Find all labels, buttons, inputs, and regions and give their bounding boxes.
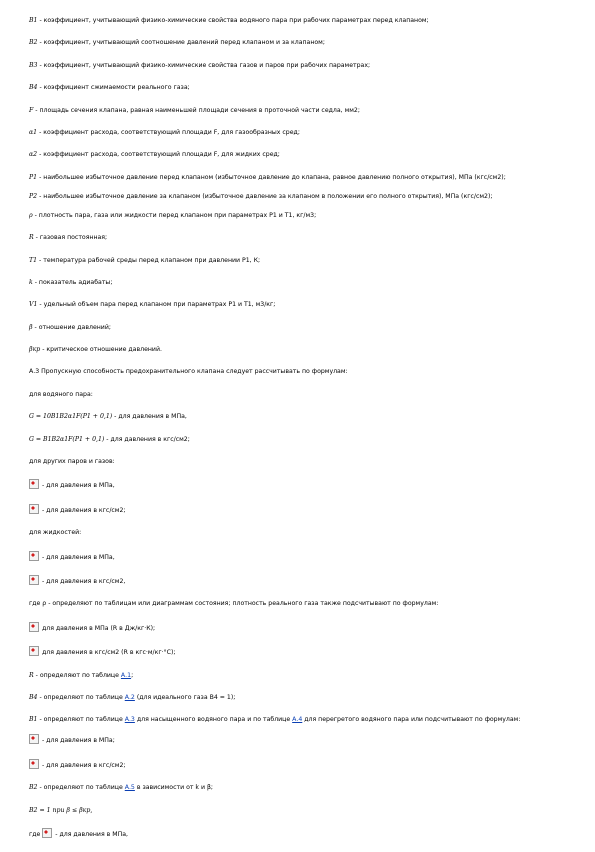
formula: B2 = 1 при β ≤ βкр, (29, 806, 93, 814)
text: - определяют по таблице (37, 693, 125, 701)
broken-image-icon (29, 504, 39, 514)
r-table-line (29, 671, 569, 680)
definition-symbol: ρ (29, 211, 33, 219)
rho-intro: где ρ - определяют по таблицам или диаграммам состояния; плотность реального газа также подсчитывают по формулам: (29, 600, 439, 608)
steam-formula-kgs (29, 435, 569, 444)
gas-heading: для других паров и газов: (29, 458, 115, 466)
definition-symbol: P1 (29, 173, 38, 181)
liquid-formula-mpa (29, 551, 569, 562)
definition-item (29, 16, 569, 25)
b2-table-line (29, 783, 569, 792)
definition-text: - коэффициент расхода, соответствующий площади F, для газообразных сред; (37, 128, 300, 136)
definition-symbol: V1 (29, 301, 38, 309)
definition-symbol: B2 (29, 39, 38, 47)
definition-item (29, 83, 569, 92)
b1-table-line (29, 715, 569, 724)
broken-image-icon (29, 551, 39, 561)
definition-text: - показатель адиабаты; (32, 278, 113, 286)
formula-note: - для давления в МПа, (40, 553, 115, 561)
b1-formula-kgs (29, 759, 569, 770)
gas-formula-kgs (29, 504, 569, 515)
definition-symbol: α2 (29, 151, 38, 159)
symbol-b4: B4 (29, 693, 38, 701)
definition-text: - коэффициент, учитывающий физико-химические свойства водяного пара при рабочих параметрах перед клапаном; (37, 17, 429, 24)
definition-symbol: B3 (29, 61, 38, 69)
formula-note: - для давления в МПа, (40, 482, 115, 490)
definition-item (29, 256, 569, 265)
formula-note: - для давления в кгс/см2, (40, 577, 126, 585)
definition-item (29, 345, 569, 354)
definition-symbol: T1 (29, 256, 38, 264)
symbol-b2: B2 (29, 784, 38, 792)
definition-text: - отношение давлений; (32, 323, 111, 331)
liquid-formula-kgs (29, 575, 569, 586)
definition-text: - удельный объем пара перед клапаном при параметрах P1 и T1, м3/кг; (37, 301, 276, 309)
table-a2-link[interactable]: А.2 (124, 693, 135, 701)
definition-text: - плотность пара, газа или жидкости перед клапаном при параметрах P1 и T1, кг/м3; (32, 211, 317, 219)
formula-note: - для давления в МПа, (112, 413, 187, 421)
definition-item (29, 150, 569, 159)
definition-item (29, 61, 569, 70)
definition-item (29, 128, 569, 137)
formula-note: - для давления в кгс/см2; (40, 506, 126, 514)
symbol-b1: B1 (29, 716, 38, 724)
broken-image-icon (42, 828, 52, 838)
definitions-list (29, 16, 569, 354)
steam-heading: для водяного пара: (29, 390, 93, 398)
definition-symbol: β (29, 323, 33, 331)
definition-symbol: B1 (29, 17, 38, 24)
definition-text: - коэффициент, учитывающий физико-химические свойства газов и паров при рабочих параметрах; (37, 61, 371, 69)
definition-text: - коэффициент, учитывающий соотношение давлений перед клапаном и за клапаном; (37, 39, 325, 47)
last-formula-line (29, 828, 569, 839)
formula-note: - для давления в МПа; (40, 737, 115, 745)
formula: G = 10B1B2α1F(P1 + 0,1) (29, 413, 113, 421)
definition-text: - наибольшее избыточное давление перед клапаном (избыточное давление до клапана, равное давлению полного открытия), МПа (кгс/см2); (37, 173, 506, 181)
definition-item (29, 300, 569, 309)
formula-note: для давления в МПа (R в Дж/кг·К); (40, 624, 156, 632)
definition-item (29, 173, 569, 182)
formula: G = B1B2α1F(P1 + 0,1) (29, 435, 105, 443)
definition-text: - критическое отношение давлений. (40, 346, 162, 354)
text: для перегретого водяного пара или подсчитывают по формулам: (302, 716, 521, 724)
definition-symbol: k (29, 278, 33, 286)
definition-symbol: R (29, 234, 34, 242)
definition-item (29, 211, 569, 220)
table-a4-link[interactable]: А.4 (292, 716, 303, 724)
broken-image-icon (29, 479, 39, 489)
table-a3-link[interactable]: А.3 (124, 716, 135, 724)
text: - определяют по таблице (33, 671, 121, 679)
definition-item (29, 233, 569, 242)
definition-text: - температура рабочей среды перед клапаном при давлении P1, К; (37, 256, 261, 264)
section-a3-paragraph: А.3 Пропускную способность предохранительного клапана следует рассчитывать по формулам: (29, 368, 348, 376)
formula-note: - для давления в кгс/см2; (104, 435, 190, 443)
definition-text: - газовая постоянная; (33, 234, 108, 242)
b2-equation (29, 806, 569, 815)
definition-text: - коэффициент расхода, соответствующий площади F, для жидких сред; (37, 151, 280, 159)
definition-symbol: α1 (29, 128, 38, 136)
broken-image-icon (29, 759, 39, 769)
broken-image-icon (29, 622, 39, 632)
text: в зависимости от k и β; (134, 784, 214, 792)
text: ; (131, 671, 134, 679)
definition-symbol: F (29, 106, 34, 114)
b1-formula-mpa (29, 734, 569, 745)
steam-formula-mpa (29, 412, 569, 421)
text: - определяют по таблице (37, 716, 125, 724)
rho-formula-mpa (29, 622, 569, 633)
text: для насыщенного водяного пара и по таблице (134, 716, 293, 724)
text: (для идеального газа B4 = 1); (134, 693, 236, 701)
formula-note: для давления в кгс/см2 (R в кгс·м/кг·°С); (40, 649, 176, 657)
liquid-heading: для жидкостей: (29, 529, 82, 537)
definition-item (29, 106, 569, 115)
broken-image-icon (29, 646, 39, 656)
text: где (29, 830, 43, 838)
definition-item (29, 323, 569, 332)
definition-item (29, 278, 569, 287)
definition-symbol: βкр (29, 346, 41, 354)
symbol-r: R (29, 671, 34, 679)
gas-formula-mpa (29, 479, 569, 490)
definition-item (29, 38, 569, 47)
rho-formula-kgs (29, 646, 569, 657)
definition-symbol: P2 (29, 192, 38, 200)
formula-note: - для давления в кгс/см2; (40, 761, 126, 769)
broken-image-icon (29, 734, 39, 744)
definition-symbol: B4 (29, 84, 38, 92)
text: - определяют по таблице (37, 784, 125, 792)
table-a5-link[interactable]: А.5 (124, 784, 135, 792)
definition-text: - площадь сечения клапана, равная наименьшей площади сечения в проточной части седла, мм2; (33, 106, 360, 114)
formula-note: - для давления в МПа, (53, 830, 128, 838)
definition-text: - коэффициент сжимаемости реального газа; (37, 84, 190, 92)
definition-item (29, 192, 569, 201)
definition-text: - наибольшее избыточное давление за клапаном (избыточное давление за клапаном в положении его полного открытия), МПа (кгс/см2); (37, 192, 493, 200)
b4-table-line (29, 693, 569, 702)
table-a1-link[interactable]: А.1 (120, 671, 132, 679)
document-body (29, 16, 569, 852)
broken-image-icon (29, 575, 39, 585)
